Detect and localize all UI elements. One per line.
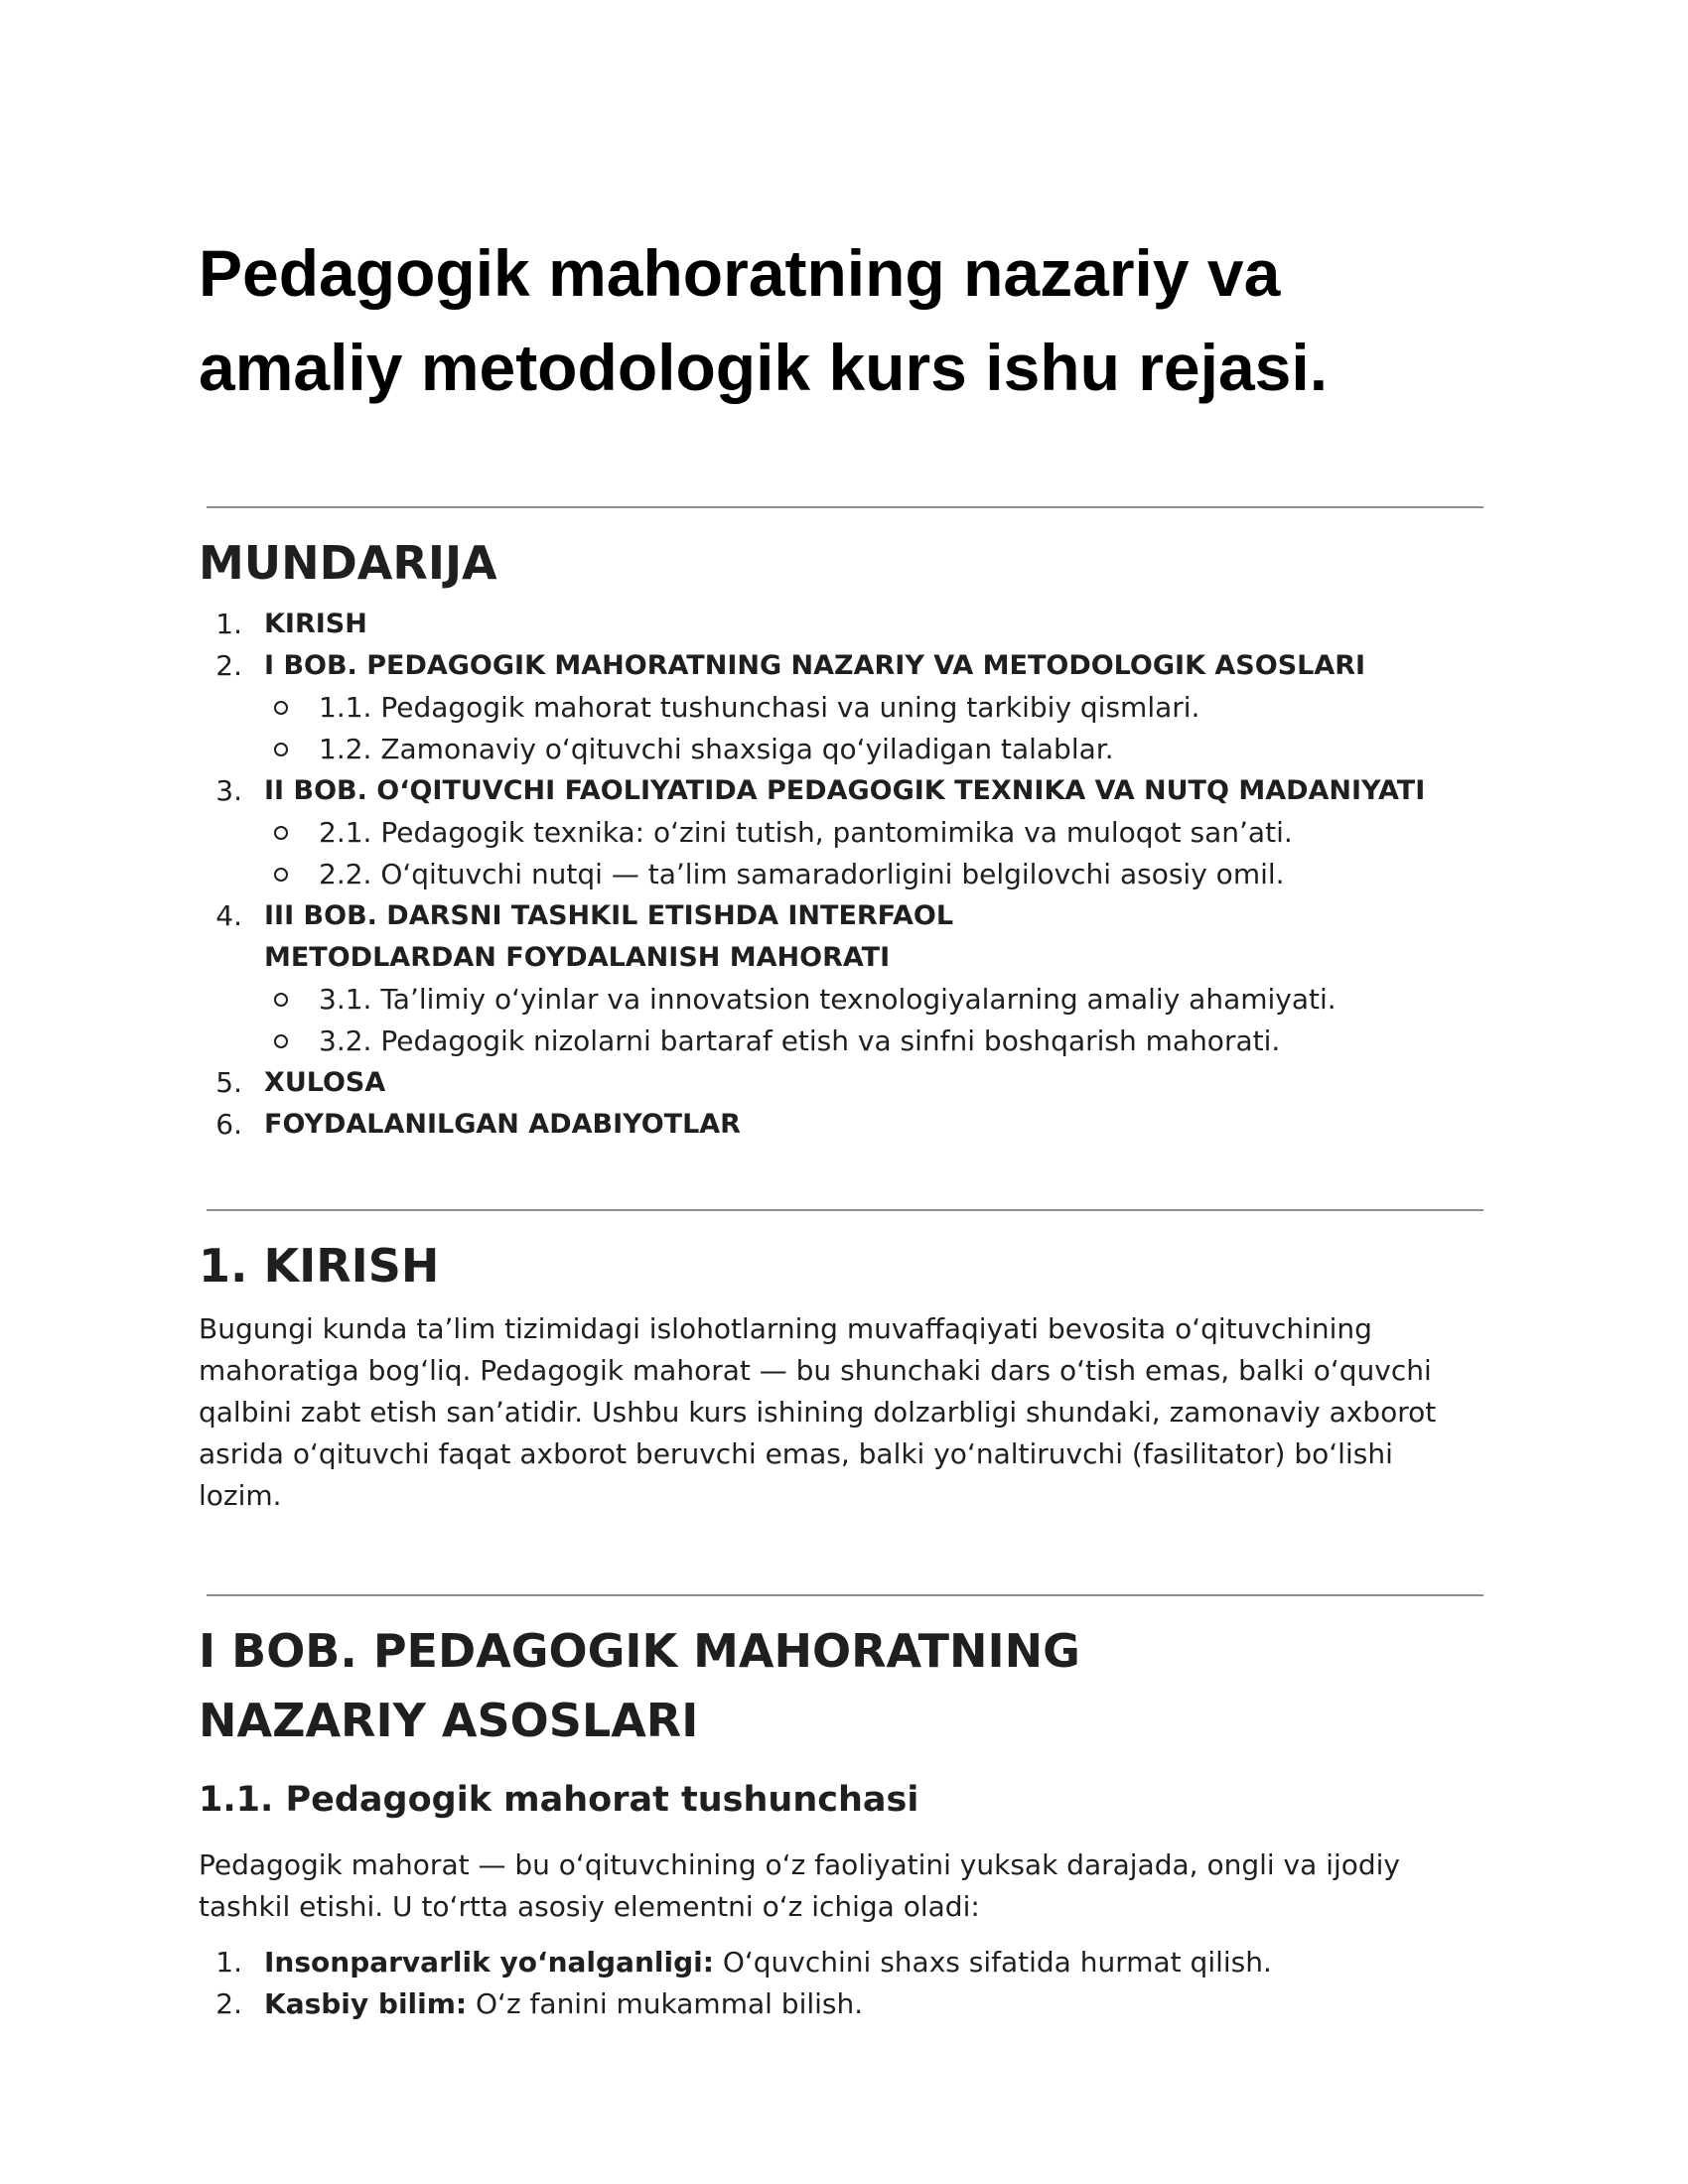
list-item-number: 2. — [215, 1987, 242, 2020]
list-item — [199, 1983, 1479, 2025]
section-1-1-paragraph: Pedagogik mahorat — bu oʻqituvchining oʻz faoliyatini yuksak darajada, ongli va ijodiy tashkil etishi. U toʻrtta asosiy elementni oʻz ichiga oladi: — [199, 1848, 1401, 1923]
list-item — [199, 1942, 1479, 1983]
circle-bullet-icon — [274, 993, 288, 1007]
toc-item-number: 2. — [215, 649, 242, 682]
list-item-text: Oʻz fanini mukammal bilish. — [467, 1987, 864, 2020]
elements-list — [199, 1942, 1479, 2025]
toc-subitem-3-2[interactable] — [264, 1021, 1479, 1062]
list-item-text: Oʻquvchini shaxs sifatida hurmat qilish. — [713, 1946, 1272, 1979]
toc-item-references[interactable] — [199, 1104, 1479, 1146]
divider-1 — [207, 506, 1483, 508]
divider-2 — [207, 1209, 1483, 1211]
toc-subitem-2-2[interactable] — [264, 854, 1479, 895]
toc-item-chapter-2[interactable] — [199, 770, 1479, 895]
toc-item-kirish[interactable] — [199, 604, 1479, 645]
toc-subitem-label: 2.1. Pedagogik texnika: oʻzini tutish, pantomimika va muloqot sanʼati. — [319, 816, 1293, 849]
toc-list — [199, 604, 1479, 1146]
chapter-1-heading: I BOB. PEDAGOGIK MAHORATNING NAZARIY ASOSLARI — [199, 1624, 1080, 1747]
section-1-1-heading: 1.1. Pedagogik mahorat tushunchasi — [199, 1780, 919, 1820]
list-item-term: Insonparvarlik yoʻnalganligi: — [264, 1946, 714, 1979]
circle-bullet-icon — [274, 743, 288, 756]
toc-subitem-2-1[interactable] — [264, 812, 1479, 854]
toc-item-number: 6. — [215, 1108, 242, 1141]
intro-heading: 1. KIRISH — [199, 1239, 440, 1293]
document-page — [199, 226, 1479, 2025]
toc-subitem-1-1[interactable] — [264, 687, 1479, 729]
toc-subitem-label: 3.2. Pedagogik nizolarni bartaraf etish va sinfni boshqarish mahorati. — [319, 1024, 1281, 1057]
list-item-term: Kasbiy bilim: — [264, 1987, 468, 2020]
toc-subitem-label: 2.2. Oʻqituvchi nutqi — taʼlim samaradorligini belgilovchi asosiy omil. — [319, 858, 1285, 890]
circle-bullet-icon — [274, 701, 288, 715]
toc-item-xulosa[interactable] — [199, 1062, 1479, 1104]
divider-3 — [207, 1594, 1483, 1596]
circle-bullet-icon — [274, 826, 288, 840]
toc-subitem-1-2[interactable] — [264, 729, 1479, 770]
toc-item-label: KIRISH — [264, 609, 367, 639]
toc-heading: MUNDARIJA — [199, 536, 497, 590]
toc-item-number: 5. — [215, 1066, 242, 1099]
toc-subitem-label: 3.1. Taʼlimiy oʻyinlar va innovatsion texnologiyalarning amaliy ahamiyati. — [319, 983, 1336, 1016]
toc-subitem-3-1[interactable] — [264, 979, 1479, 1021]
toc-item-chapter-3[interactable] — [199, 895, 1479, 1062]
document-title: Pedagogik mahoratning nazariy va amaliy metodologik kurs ishu rejasi. — [199, 236, 1329, 404]
list-item-number: 1. — [215, 1946, 242, 1979]
toc-item-number: 1. — [215, 608, 242, 640]
toc-item-chapter-1[interactable] — [199, 645, 1479, 770]
toc-item-label: II BOB. OʻQITUVCHI FAOLIYATIDA PEDAGOGIK TEXNIKA VA NUTQ MADANIYATI — [264, 775, 1426, 806]
circle-bullet-icon — [274, 1034, 288, 1048]
toc-item-label: FOYDALANILGAN ADABIYOTLAR — [264, 1109, 741, 1140]
intro-paragraph: Bugungi kunda taʼlim tizimidagi islohotlarning muvaffaqiyati bevosita oʻqituvchining mahoratiga bogʻliq. Pedagogik mahorat — bu shunchaki dars oʻtish emas, balki oʻquvchi qalbini zabt etish sanʼatidir. Ushbu kurs ishining dolzarbligi shundaki, zamonaviy axborot asrida oʻqituvchi faqat axborot beruvchi emas, balki yoʻnaltiruvchi (fasilitator) boʻlishi lozim. — [199, 1312, 1437, 1512]
toc-item-label: I BOB. PEDAGOGIK MAHORATNING NAZARIY VA METODOLOGIK ASOSLARI — [264, 650, 1366, 681]
toc-item-label: XULOSA — [264, 1067, 386, 1098]
toc-item-number: 4. — [215, 899, 242, 932]
toc-item-number: 3. — [215, 774, 242, 807]
toc-item-label: III BOB. DARSNI TASHKIL ETISHDA INTERFAOL METODLARDAN FOYDALANISH MAHORATI — [264, 900, 954, 973]
circle-bullet-icon — [274, 868, 288, 882]
toc-subitem-label: 1.2. Zamonaviy oʻqituvchi shaxsiga qoʻyiladigan talablar. — [319, 733, 1114, 765]
toc-subitem-label: 1.1. Pedagogik mahorat tushunchasi va uning tarkibiy qismlari. — [319, 691, 1200, 724]
